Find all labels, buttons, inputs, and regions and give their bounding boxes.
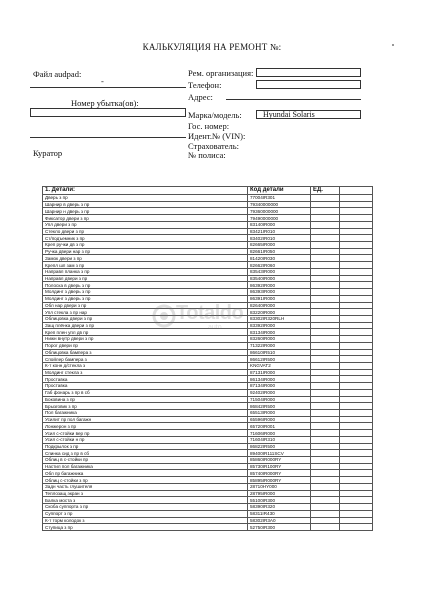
- part-code-cell: 65596IR000: [248, 416, 311, 423]
- part-extra-cell: [340, 463, 373, 470]
- part-extra-cell: [340, 322, 373, 329]
- part-name-cell: Обл пр багажника: [43, 470, 248, 477]
- table-row: [43, 349, 373, 356]
- part-name-cell: Теплозащ экран з: [43, 490, 248, 497]
- part-extra-cell: [340, 504, 373, 511]
- part-unit-cell: [311, 349, 340, 356]
- table-row: [43, 275, 373, 282]
- table-row: [43, 450, 373, 457]
- part-extra-cell: [340, 262, 373, 269]
- part-name-cell: Молдинг стекла з: [43, 369, 248, 376]
- part-extra-cell: [340, 336, 373, 343]
- table-row: [43, 369, 373, 376]
- part-name-cell: Креп ручки дв з пр: [43, 242, 248, 249]
- curator-label: Куратор: [33, 148, 63, 158]
- part-extra-cell: [340, 282, 373, 289]
- part-name-cell: Направл планка з пр: [43, 268, 248, 275]
- part-unit-cell: [311, 295, 340, 302]
- part-name-cell: Молдинг з дверь з пр: [43, 295, 248, 302]
- damage-number-field[interactable]: [30, 108, 186, 117]
- part-code-cell: 81420IR030: [248, 255, 311, 262]
- part-extra-cell: [340, 510, 373, 517]
- part-code-cell: 79490000000: [248, 215, 311, 222]
- part-name-cell: Балка моста з: [43, 497, 248, 504]
- part-name-cell: Облиц с-стойки з пр: [43, 477, 248, 484]
- table-header-row: [43, 187, 373, 195]
- part-code-cell: 71606IR000: [248, 430, 311, 437]
- part-unit-cell: [311, 436, 340, 443]
- part-unit-cell: [311, 430, 340, 437]
- table-row: [43, 477, 373, 484]
- model-label: Марка/модель:: [188, 110, 242, 120]
- part-unit-cell: [311, 309, 340, 316]
- part-code-cell: 86134IR000: [248, 376, 311, 383]
- part-unit-cell: [311, 423, 340, 430]
- part-code-cell: 85730IR100RY: [248, 463, 311, 470]
- part-unit-cell: [311, 242, 340, 249]
- table-row: [43, 362, 373, 369]
- part-code-cell: 86822IR500: [248, 443, 311, 450]
- part-extra-cell: [340, 443, 373, 450]
- table-row: [43, 235, 373, 242]
- part-name-cell: Стекло двери з пр: [43, 228, 248, 235]
- part-code-cell: 82665IR000: [248, 242, 311, 249]
- part-code-cell: 92402IR000: [248, 389, 311, 396]
- part-unit-cell: [311, 396, 340, 403]
- part-code-cell: 58302IR3A0: [248, 517, 311, 524]
- part-unit-cell: [311, 504, 340, 511]
- part-extra-cell: [340, 342, 373, 349]
- part-unit-cell: [311, 490, 340, 497]
- header-part-code: Код детали: [248, 187, 311, 195]
- part-unit-cell: [311, 362, 340, 369]
- part-name-cell: Пол багажника: [43, 410, 248, 417]
- part-name-cell: Боковина з пр: [43, 396, 248, 403]
- part-extra-cell: [340, 389, 373, 396]
- part-name-cell: Подкрылок з пр: [43, 443, 248, 450]
- part-name-cell: Крепл шп зам з пр: [43, 262, 248, 269]
- table-row: [43, 255, 373, 262]
- part-name-cell: Дверь з пр: [43, 195, 248, 202]
- part-unit-cell: [311, 517, 340, 524]
- part-extra-cell: [340, 315, 373, 322]
- part-name-cell: Облицовка бампера з: [43, 349, 248, 356]
- table-row: [43, 262, 373, 269]
- part-code-cell: 86612IR500: [248, 356, 311, 363]
- part-extra-cell: [340, 410, 373, 417]
- part-code-cell: 85860IR000RY: [248, 457, 311, 464]
- part-unit-cell: [311, 383, 340, 390]
- part-extra-cell: [340, 524, 373, 531]
- part-extra-cell: [340, 295, 373, 302]
- watermark-subtext: auto: [208, 324, 222, 331]
- part-code-cell: 28795IR000: [248, 490, 311, 497]
- table-row: [43, 242, 373, 249]
- part-unit-cell: [311, 201, 340, 208]
- part-extra-cell: [340, 356, 373, 363]
- table-row: [43, 490, 373, 497]
- damage-label: Номер убытка(ов):: [71, 98, 139, 108]
- part-extra-cell: [340, 215, 373, 222]
- part-code-cell: 86391IR000: [248, 295, 311, 302]
- part-extra-cell: [340, 483, 373, 490]
- part-name-cell: Направл двери з пр: [43, 275, 248, 282]
- header-parts: 1. Детали:: [43, 187, 248, 195]
- part-unit-cell: [311, 356, 340, 363]
- part-unit-cell: [311, 282, 340, 289]
- table-row: [43, 504, 373, 511]
- part-extra-cell: [340, 430, 373, 437]
- part-extra-cell: [340, 275, 373, 282]
- part-code-cell: 85740IR000RY: [248, 470, 311, 477]
- part-unit-cell: [311, 450, 340, 457]
- part-unit-cell: [311, 248, 340, 255]
- file-underline: [30, 87, 186, 88]
- table-row: [43, 389, 373, 396]
- table-row: [43, 282, 373, 289]
- part-name-cell: Габ фонарь з пр в сб: [43, 389, 248, 396]
- insurer-label: Страхователь:: [188, 141, 239, 151]
- part-unit-cell: [311, 416, 340, 423]
- part-name-cell: Фиксатор двери з пр: [43, 215, 248, 222]
- table-row: [43, 403, 373, 410]
- part-code-cell: 83402IR010: [248, 235, 311, 242]
- part-unit-cell: [311, 457, 340, 464]
- table-row: [43, 423, 373, 430]
- part-code-cell: 83392IR000: [248, 322, 311, 329]
- header-extra: [340, 187, 373, 195]
- table-row: [43, 430, 373, 437]
- part-name-cell: Упл двери з пр: [43, 221, 248, 228]
- part-name-cell: Брызговик з пр: [43, 403, 248, 410]
- part-code-cell: 82661IR050: [248, 248, 311, 255]
- part-extra-cell: [340, 436, 373, 443]
- part-name-cell: Облиц в с-стойки пр: [43, 457, 248, 464]
- part-name-cell: Молдинг з дверь з пр: [43, 289, 248, 296]
- watermark-text: Totaldo: [176, 302, 244, 324]
- part-extra-cell: [340, 457, 373, 464]
- part-name-cell: Шарнир н дверь з пр: [43, 208, 248, 215]
- part-code-cell: 71604IR310: [248, 436, 311, 443]
- page-mark: [392, 44, 394, 46]
- part-name-cell: Ст/подъемник з пр: [43, 235, 248, 242]
- part-unit-cell: [311, 228, 340, 235]
- part-code-cell: 79360000000: [248, 208, 311, 215]
- part-name-cell: Порог двери пр: [43, 342, 248, 349]
- policy-label: № полиса:: [188, 150, 226, 160]
- table-row: [43, 436, 373, 443]
- part-code-cell: 58311IR430: [248, 510, 311, 517]
- part-name-cell: Облицовка двери з пр: [43, 315, 248, 322]
- repair-org-label: Рем. организация:: [188, 68, 254, 78]
- part-code-cell: 87131IR000: [248, 369, 311, 376]
- part-extra-cell: [340, 248, 373, 255]
- part-unit-cell: [311, 221, 340, 228]
- header-unit: ЕД.: [311, 187, 340, 195]
- part-unit-cell: [311, 322, 340, 329]
- part-code-cell: 87134IR000: [248, 383, 311, 390]
- part-unit-cell: [311, 215, 340, 222]
- part-unit-cell: [311, 315, 340, 322]
- left-divider: [30, 137, 186, 138]
- table-row: [43, 228, 373, 235]
- part-unit-cell: [311, 403, 340, 410]
- table-row: [43, 289, 373, 296]
- part-code-cell: 71504IR000: [248, 396, 311, 403]
- part-code-cell: 85895IR000RY: [248, 477, 311, 484]
- table-row: [43, 315, 373, 322]
- part-name-cell: Лонжерон з пр: [43, 423, 248, 430]
- part-code-cell: 86392IR000: [248, 282, 311, 289]
- part-extra-cell: [340, 235, 373, 242]
- table-row: [43, 195, 373, 202]
- part-code-cell: 65513IR000: [248, 410, 311, 417]
- table-row: [43, 302, 373, 309]
- part-code-cell: 86393IR000: [248, 289, 311, 296]
- table-row: [43, 416, 373, 423]
- table-row: [43, 215, 373, 222]
- part-name-cell: Упл стекла з пр нар: [43, 309, 248, 316]
- part-unit-cell: [311, 342, 340, 349]
- part-unit-cell: [311, 463, 340, 470]
- part-name-cell: Проставка: [43, 383, 248, 390]
- part-extra-cell: [340, 289, 373, 296]
- part-code-cell: 83220IR000: [248, 309, 311, 316]
- part-name-cell: Усилит пр пол багажн: [43, 416, 248, 423]
- part-name-cell: Усил с-стойки вер пр: [43, 430, 248, 437]
- part-extra-cell: [340, 490, 373, 497]
- part-unit-cell: [311, 302, 340, 309]
- part-extra-cell: [340, 383, 373, 390]
- table-row: [43, 383, 373, 390]
- part-extra-cell: [340, 195, 373, 202]
- part-extra-cell: [340, 362, 373, 369]
- part-code-cell: 83421IR010: [248, 228, 311, 235]
- part-name-cell: Обл нар двери з пр: [43, 302, 248, 309]
- part-code-cell: 82662IR060: [248, 262, 311, 269]
- table-row: [43, 470, 373, 477]
- table-row: [43, 201, 373, 208]
- part-unit-cell: [311, 208, 340, 215]
- part-unit-cell: [311, 389, 340, 396]
- part-unit-cell: [311, 195, 340, 202]
- part-code-cell: 83540IR000: [248, 275, 311, 282]
- part-name-cell: Полоска в дверь з пр: [43, 282, 248, 289]
- part-code-cell: 83134IR000: [248, 329, 311, 336]
- table-row: [43, 295, 373, 302]
- part-extra-cell: [340, 201, 373, 208]
- part-unit-cell: [311, 376, 340, 383]
- part-name-cell: Настил пол багажника: [43, 463, 248, 470]
- part-code-cell: 77004IR301: [248, 195, 311, 202]
- part-unit-cell: [311, 235, 340, 242]
- part-unit-cell: [311, 470, 340, 477]
- part-code-cell: 52750IR300: [248, 524, 311, 531]
- part-extra-cell: [340, 396, 373, 403]
- model-field[interactable]: Hyundai Solaris: [256, 110, 361, 119]
- table-row: [43, 356, 373, 363]
- part-extra-cell: [340, 497, 373, 504]
- part-unit-cell: [311, 275, 340, 282]
- part-name-cell: Проставка: [43, 376, 248, 383]
- part-extra-cell: [340, 416, 373, 423]
- part-name-cell: Задн часть глушителя: [43, 483, 248, 490]
- part-extra-cell: [340, 450, 373, 457]
- part-unit-cell: [311, 255, 340, 262]
- parts-table: [42, 186, 373, 531]
- part-code-cell: 83543IR000: [248, 268, 311, 275]
- part-unit-cell: [311, 329, 340, 336]
- address-line: [226, 99, 361, 100]
- repair-org-field[interactable]: [256, 68, 361, 77]
- part-name-cell: Нижн внутр двери з пр: [43, 336, 248, 343]
- table-row: [43, 497, 373, 504]
- table-row: [43, 221, 373, 228]
- file-label: Файл audpad:: [33, 69, 82, 79]
- part-extra-cell: [340, 255, 373, 262]
- part-name-cell: К-т торм колодок з: [43, 517, 248, 524]
- phone-label: Телефон:: [188, 80, 222, 90]
- gos-number-label: Гос. номер:: [188, 121, 230, 131]
- part-code-cell: 83260IR000: [248, 336, 311, 343]
- part-extra-cell: [340, 208, 373, 215]
- part-code-cell: 86610IR510: [248, 349, 311, 356]
- table-row: [43, 396, 373, 403]
- part-extra-cell: [340, 403, 373, 410]
- part-extra-cell: [340, 221, 373, 228]
- vin-label: Идент.№ (VIN):: [188, 131, 246, 141]
- part-code-cell: 55100IR300: [248, 497, 311, 504]
- table-row: [43, 524, 373, 531]
- part-code-cell: KNGVAT2: [248, 362, 311, 369]
- table-row: [43, 309, 373, 316]
- part-name-cell: Ручка двери нар з пр: [43, 248, 248, 255]
- table-row: [43, 457, 373, 464]
- part-code-cell: 86842IR500: [248, 403, 311, 410]
- table-row: [43, 463, 373, 470]
- part-name-cell: Спинка сид з пр в сб: [43, 450, 248, 457]
- part-code-cell: 28710HY000: [248, 483, 311, 490]
- part-code-cell: 89400IR111SCV: [248, 450, 311, 457]
- part-extra-cell: [340, 477, 373, 484]
- part-unit-cell: [311, 524, 340, 531]
- part-code-cell: 65720IR001: [248, 423, 311, 430]
- part-name-cell: Скоба суппорта з пр: [43, 504, 248, 511]
- part-extra-cell: [340, 228, 373, 235]
- part-name-cell: Ступица з пр: [43, 524, 248, 531]
- file-dash: -: [101, 76, 104, 86]
- part-extra-cell: [340, 517, 373, 524]
- part-name-cell: Суппорт з пр: [43, 510, 248, 517]
- table-row: [43, 376, 373, 383]
- table-row: [43, 510, 373, 517]
- part-name-cell: К-т конн д/стекла з: [43, 362, 248, 369]
- part-code-cell: 82640IR000: [248, 302, 311, 309]
- part-extra-cell: [340, 423, 373, 430]
- part-unit-cell: [311, 336, 340, 343]
- table-row: [43, 342, 373, 349]
- page-title: КАЛЬКУЛЯЦИЯ НА РЕМОНТ №:: [142, 42, 282, 52]
- part-unit-cell: [311, 510, 340, 517]
- part-unit-cell: [311, 477, 340, 484]
- part-extra-cell: [340, 268, 373, 275]
- part-extra-cell: [340, 369, 373, 376]
- part-name-cell: Спойлер бампера з: [43, 356, 248, 363]
- table-row: [43, 322, 373, 329]
- part-name-cell: Усил с-стойки н пр: [43, 436, 248, 443]
- part-unit-cell: [311, 497, 340, 504]
- table-row: [43, 248, 373, 255]
- part-unit-cell: [311, 369, 340, 376]
- part-extra-cell: [340, 470, 373, 477]
- part-code-cell: 71322IR000: [248, 342, 311, 349]
- part-unit-cell: [311, 483, 340, 490]
- table-row: [43, 268, 373, 275]
- part-extra-cell: [340, 329, 373, 336]
- table-row: [43, 410, 373, 417]
- part-name-cell: Креп плен упл дв пр: [43, 329, 248, 336]
- part-extra-cell: [340, 376, 373, 383]
- table-row: [43, 483, 373, 490]
- part-unit-cell: [311, 289, 340, 296]
- table-row: [43, 517, 373, 524]
- part-unit-cell: [311, 410, 340, 417]
- part-code-cell: 79340000000: [248, 201, 311, 208]
- phone-field[interactable]: [256, 80, 361, 89]
- part-unit-cell: [311, 443, 340, 450]
- part-extra-cell: [340, 242, 373, 249]
- address-label: Адрес:: [188, 92, 213, 102]
- part-code-cell: 83302IR320RLH: [248, 315, 311, 322]
- part-name-cell: Замок двери з пр: [43, 255, 248, 262]
- table-row: [43, 336, 373, 343]
- table-row: [43, 329, 373, 336]
- part-extra-cell: [340, 302, 373, 309]
- part-extra-cell: [340, 309, 373, 316]
- part-code-cell: 83140IR000: [248, 221, 311, 228]
- part-unit-cell: [311, 262, 340, 269]
- table-row: [43, 443, 373, 450]
- table-row: [43, 208, 373, 215]
- part-name-cell: Шарнир в дверь з пр: [43, 201, 248, 208]
- part-code-cell: 58390IR320: [248, 504, 311, 511]
- part-extra-cell: [340, 349, 373, 356]
- part-unit-cell: [311, 268, 340, 275]
- part-name-cell: Защ плёнка двери з пр: [43, 322, 248, 329]
